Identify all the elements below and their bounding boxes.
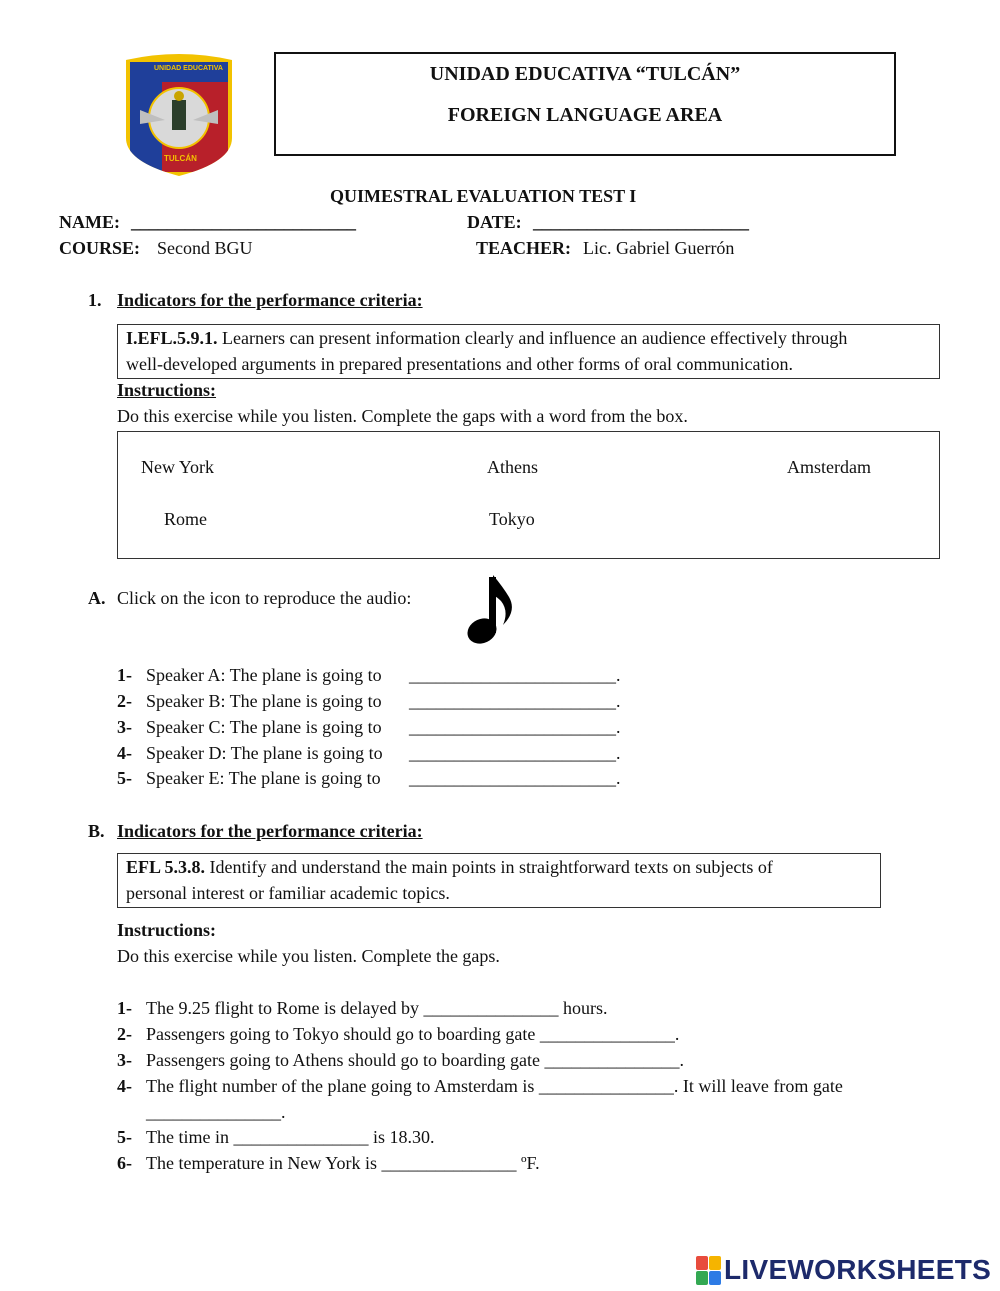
list-item-number: 3- <box>117 1050 132 1070</box>
logo-top-text: UNIDAD EDUCATIVA <box>154 65 223 72</box>
list-item-text: Passengers going to Athens should go to boarding gate _______________. <box>146 1050 684 1070</box>
section-b-letter: B. <box>88 821 105 841</box>
indicator-1-line-1 <box>126 325 847 351</box>
word-box-item: Rome <box>164 509 207 529</box>
course-label: COURSE: <box>59 238 141 258</box>
word-box <box>117 431 940 559</box>
word-box-item: Athens <box>487 457 538 477</box>
instructions-1-text: Do this exercise while you listen. Complete the gaps with a word from the box. <box>117 406 688 426</box>
list-item-number: 1- <box>117 665 132 685</box>
list-item-number: 5- <box>117 768 132 788</box>
list-item-number: 5- <box>117 1127 132 1147</box>
list-item-number: 2- <box>117 691 132 711</box>
course-value: Second BGU <box>157 238 253 258</box>
section-1-heading: Indicators for the performance criteria: <box>117 290 423 310</box>
indicator-1-code: I.EFL.5.9.1. <box>126 328 218 348</box>
list-item-number: 4- <box>117 1076 132 1096</box>
liveworksheets-brand <box>696 1254 991 1286</box>
indicator-1-text-2: well-developed arguments in prepared presentations and other forms of oral communication. <box>126 354 793 374</box>
list-item-number: 3- <box>117 717 132 737</box>
list-item-text: Speaker E: The plane is going to <box>146 768 381 788</box>
date-label: DATE: <box>467 212 522 232</box>
school-name: UNIDAD EDUCATIVA “TULCÁN” <box>429 63 741 85</box>
indicator-2-code: EFL 5.3.8. <box>126 857 206 877</box>
answer-blank[interactable]: _______________________. <box>409 691 621 711</box>
date-field[interactable]: ________________________ <box>533 212 749 232</box>
word-box-item: Tokyo <box>489 509 535 529</box>
indicator-2-text-2: personal interest or familiar academic topics. <box>126 883 450 903</box>
name-field[interactable]: _________________________ <box>131 212 356 232</box>
list-item-text: The 9.25 flight to Rome is delayed by _______________ hours. <box>146 998 608 1018</box>
list-item-number: 6- <box>117 1153 132 1173</box>
list-item-text: The flight number of the plane going to Amsterdam is _______________. It will leave from gate <box>146 1076 843 1096</box>
list-item-number: 1- <box>117 998 132 1018</box>
answer-blank[interactable]: _______________________. <box>409 717 621 737</box>
name-label: NAME: <box>59 212 120 232</box>
section-a-prompt: Click on the icon to reproduce the audio: <box>117 588 412 608</box>
indicator-1-text-1: Learners can present information clearly and influence an audience effectively through <box>222 328 848 348</box>
list-item-text: Speaker D: The plane is going to <box>146 743 383 763</box>
instructions-2-label: Instructions: <box>117 920 217 940</box>
liveworksheets-icon <box>696 1256 721 1285</box>
school-crest-logo <box>120 50 238 178</box>
area-name: FOREIGN LANGUAGE AREA <box>447 104 723 126</box>
list-item-continuation: _______________. <box>146 1102 286 1122</box>
liveworksheets-logo-text: LIVEWORKSHEETS <box>724 1254 992 1285</box>
list-item-text: Speaker C: The plane is going to <box>146 717 382 737</box>
logo-bottom-text: TULCÁN <box>164 154 197 163</box>
list-item-number: 2- <box>117 1024 132 1044</box>
list-item-number: 4- <box>117 743 132 763</box>
teacher-value: Lic. Gabriel Guerrón <box>583 238 735 258</box>
instructions-2-text: Do this exercise while you listen. Complete the gaps. <box>117 946 500 966</box>
word-box-item: New York <box>141 457 215 477</box>
section-b-heading: Indicators for the performance criteria: <box>117 821 423 841</box>
section-a-letter: A. <box>88 588 106 608</box>
word-box-item: Amsterdam <box>787 457 871 477</box>
list-item-text: Speaker B: The plane is going to <box>146 691 382 711</box>
teacher-label: TEACHER: <box>476 238 572 258</box>
answer-blank[interactable]: _______________________. <box>409 743 621 763</box>
page-title: QUIMESTRAL EVALUATION TEST I <box>330 186 637 206</box>
list-item-text: Speaker A: The plane is going to <box>146 665 382 685</box>
list-item-text: Passengers going to Tokyo should go to boarding gate _______________. <box>146 1024 680 1044</box>
list-item-text: The time in _______________ is 18.30. <box>146 1127 435 1147</box>
section-1-number: 1. <box>88 290 102 310</box>
indicator-2-text-1: Identify and understand the main points in straightforward texts on subjects of <box>209 857 773 877</box>
answer-blank[interactable]: _______________________. <box>409 768 621 788</box>
list-item-text: The temperature in New York is _______________ ºF. <box>146 1153 540 1173</box>
instructions-1-label: Instructions: <box>117 380 217 400</box>
indicator-2-line-1 <box>126 854 773 880</box>
music-note-icon[interactable] <box>465 573 515 647</box>
answer-blank[interactable]: _______________________. <box>409 665 621 685</box>
